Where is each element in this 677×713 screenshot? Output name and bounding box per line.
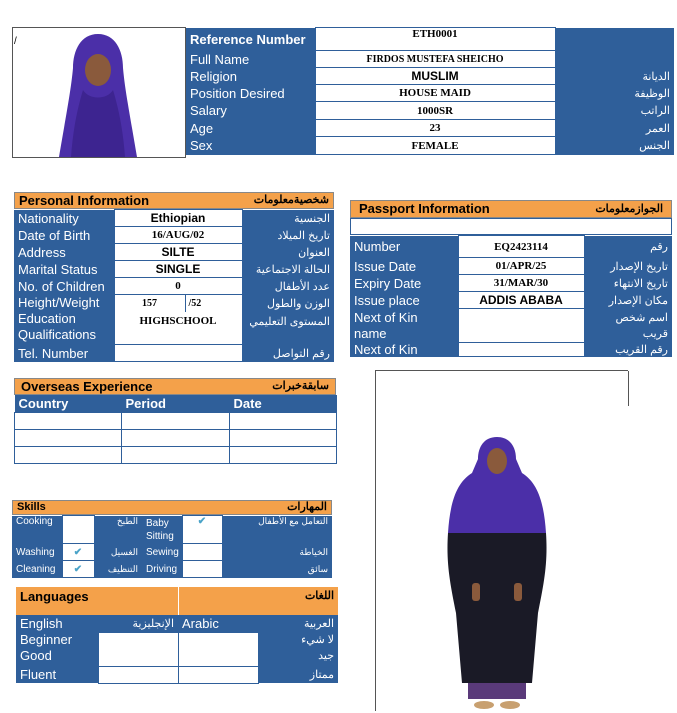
lang-arabic: Arabic — [178, 615, 258, 632]
value-sex: FEMALE — [315, 137, 555, 155]
lang-arabic-ar: العربية — [258, 615, 338, 632]
lang-fluent-ar: ممتاز — [258, 666, 338, 683]
label-kin-number: Next of Kin — [350, 343, 458, 357]
value-reference-number: ETH0001 — [315, 28, 555, 51]
value-age: 23 — [315, 120, 555, 137]
label-education-ar: المستوى التعليمي — [249, 315, 330, 328]
value-issue-place: ADDIS ABABA — [458, 292, 584, 309]
value-height: 157 — [115, 295, 186, 312]
label-passport-number: Number — [350, 236, 458, 258]
skill-cleaning-check-icon: ✔ — [62, 561, 94, 578]
photo-box-slash: / — [14, 36, 17, 47]
col-period: Period — [122, 395, 230, 412]
value-nationality: Ethiopian — [114, 210, 242, 227]
value-children: 0 — [114, 278, 242, 295]
skills-table — [12, 515, 332, 578]
lang-level-beginner-good — [16, 632, 98, 666]
label-issue-place-ar: مكان الإصدار — [584, 292, 672, 309]
value-tel — [114, 345, 242, 362]
skill-cooking-ar: الطبخ — [94, 516, 142, 544]
personal-info-title: Personal Information — [19, 193, 150, 208]
label-position-ar: الوظيفة — [555, 85, 674, 102]
skill-driving-ar: سائق — [222, 561, 332, 578]
skill-baby: Baby Sitting — [142, 516, 182, 544]
label-expiry-date: Expiry Date — [350, 275, 458, 292]
full-body-photo-box — [375, 370, 628, 711]
personal-info-header — [14, 192, 334, 209]
label-reference-number: Reference Number — [186, 28, 315, 51]
lang-fluent: Fluent — [16, 666, 98, 683]
label-salary-ar: الراتب — [555, 102, 674, 120]
skill-sewing-check — [182, 544, 222, 561]
label-tel-ar: رقم التواصل — [242, 345, 334, 362]
value-religion: MUSLIM — [315, 68, 555, 85]
skill-washing-check-icon: ✔ — [62, 544, 94, 561]
label-age-ar: العمر — [555, 120, 674, 137]
skill-cooking: Cooking — [12, 516, 62, 544]
skill-cleaning-ar: التنظيف — [94, 561, 142, 578]
value-passport-number: EQ2423114 — [458, 236, 584, 258]
label-salary: Salary — [186, 102, 315, 120]
skill-driving-check — [182, 561, 222, 578]
label-religion: Religion — [186, 68, 315, 85]
lang-english: English — [16, 615, 98, 632]
personal-info-title-ar: شخصيةمعلومات — [253, 194, 329, 206]
label-religion-ar: الديانة — [555, 68, 674, 85]
value-issue-date: 01/APR/25 — [458, 258, 584, 275]
passport-spacer-row — [350, 218, 672, 235]
label-marital-ar: الحالة الاجتماعية — [242, 261, 334, 278]
overseas-row — [15, 412, 337, 429]
label-children: No. of Children — [14, 278, 114, 295]
skill-driving: Driving — [142, 561, 182, 578]
header-arabic-blank — [555, 28, 674, 68]
label-kin-number-ar: رقم القريب — [584, 343, 672, 357]
skill-washing-ar: الغسيل — [94, 544, 142, 561]
label-issue-date: Issue Date — [350, 258, 458, 275]
passport-info-header — [350, 200, 672, 218]
value-dob: 16/AUG/02 — [114, 227, 242, 244]
value-full-name: FIRDOS MUSTEFA SHEICHO — [315, 51, 555, 68]
overseas-row — [15, 446, 337, 463]
skill-sewing-ar: الخياطة — [222, 544, 332, 561]
overseas-table — [14, 395, 337, 464]
label-passport-number-ar: رقم — [584, 236, 672, 258]
overseas-title: Overseas Experience — [21, 379, 153, 394]
passport-info-title: Passport Information — [359, 201, 490, 216]
skills-title-ar: المهارات — [287, 501, 327, 513]
lang-good-ar: جيد — [318, 650, 335, 662]
skill-washing: Washing — [12, 544, 62, 561]
value-expiry-date: 31/MAR/30 — [458, 275, 584, 292]
label-kin-name: Next of Kin name — [350, 309, 458, 343]
label-age: Age — [186, 120, 315, 137]
label-full-name: Full Name — [186, 51, 315, 68]
full-body-photo — [442, 433, 552, 713]
label-height-education-ar — [242, 295, 334, 345]
label-address: Address — [14, 244, 114, 261]
label-height-education — [14, 295, 114, 345]
label-kin-name-ar: اسم شخص قريب — [584, 309, 672, 343]
lang-good: Good — [20, 648, 52, 663]
value-kin-number — [458, 343, 584, 357]
label-nationality-ar: الجنسية — [242, 210, 334, 227]
portrait-photo — [53, 30, 143, 157]
value-position: HOUSE MAID — [315, 85, 555, 102]
skills-header — [12, 500, 332, 515]
label-position: Position Desired — [186, 85, 315, 102]
lang-beginner: Beginner — [20, 632, 73, 647]
lang-english-fluent-box — [98, 666, 178, 683]
lang-beginner-ar: لا شيء — [301, 634, 335, 646]
label-address-ar: العنوان — [242, 244, 334, 261]
passport-info-title-ar: الجوازمعلومات — [595, 203, 663, 215]
portrait-photo-box — [12, 27, 186, 158]
lang-arabic-level-box — [178, 632, 258, 666]
skill-sewing: Sewing — [142, 544, 182, 561]
header-info-table — [186, 27, 674, 155]
languages-title: Languages — [16, 587, 178, 615]
label-height-weight-ar: الوزن والطول — [267, 297, 330, 310]
label-issue-date-ar: تاريخ الإصدار — [584, 258, 672, 275]
label-education: Education Qualifications — [18, 310, 97, 342]
label-nationality: Nationality — [14, 210, 114, 227]
passport-info-table — [350, 235, 672, 357]
skill-baby-check-icon: ✔ — [182, 516, 222, 544]
lang-level-beginner-good-ar — [258, 632, 338, 666]
label-height-weight: Height/Weight — [18, 294, 100, 310]
label-marital: Marital Status — [14, 261, 114, 278]
skills-title: Skills — [17, 501, 46, 513]
label-children-ar: عدد الأطفال — [242, 278, 334, 295]
label-sex: Sex — [186, 137, 315, 155]
label-tel: Tel. Number — [14, 345, 114, 362]
overseas-header — [14, 378, 336, 395]
languages-table — [16, 587, 338, 684]
col-date: Date — [230, 395, 337, 412]
overseas-row — [15, 429, 337, 446]
label-dob-ar: تاريخ الميلاد — [242, 227, 334, 244]
lang-english-ar: الإنجليزية — [98, 615, 178, 632]
value-weight: /52 — [188, 298, 202, 309]
label-sex-ar: الجنس — [555, 137, 674, 155]
label-expiry-date-ar: تاريخ الانتهاء — [584, 275, 672, 292]
label-issue-place: Issue place — [350, 292, 458, 309]
lang-arabic-fluent-box — [178, 666, 258, 683]
value-height-education — [114, 295, 242, 345]
skill-baby-ar: التعامل مع الأطفال — [222, 516, 332, 544]
value-education: HIGHSCHOOL — [139, 315, 217, 327]
label-dob: Date of Birth — [14, 227, 114, 244]
skill-cleaning: Cleaning — [12, 561, 62, 578]
lang-english-level-box — [98, 632, 178, 666]
value-marital: SINGLE — [114, 261, 242, 278]
skill-cooking-check — [62, 516, 94, 544]
languages-title-ar: اللغات — [178, 587, 338, 615]
overseas-title-ar: سابقةخبرات — [272, 380, 329, 392]
col-country: Country — [15, 395, 122, 412]
value-address: SILTE — [114, 244, 242, 261]
value-salary: 1000SR — [315, 102, 555, 120]
personal-info-table — [14, 209, 334, 362]
value-kin-name — [458, 309, 584, 343]
